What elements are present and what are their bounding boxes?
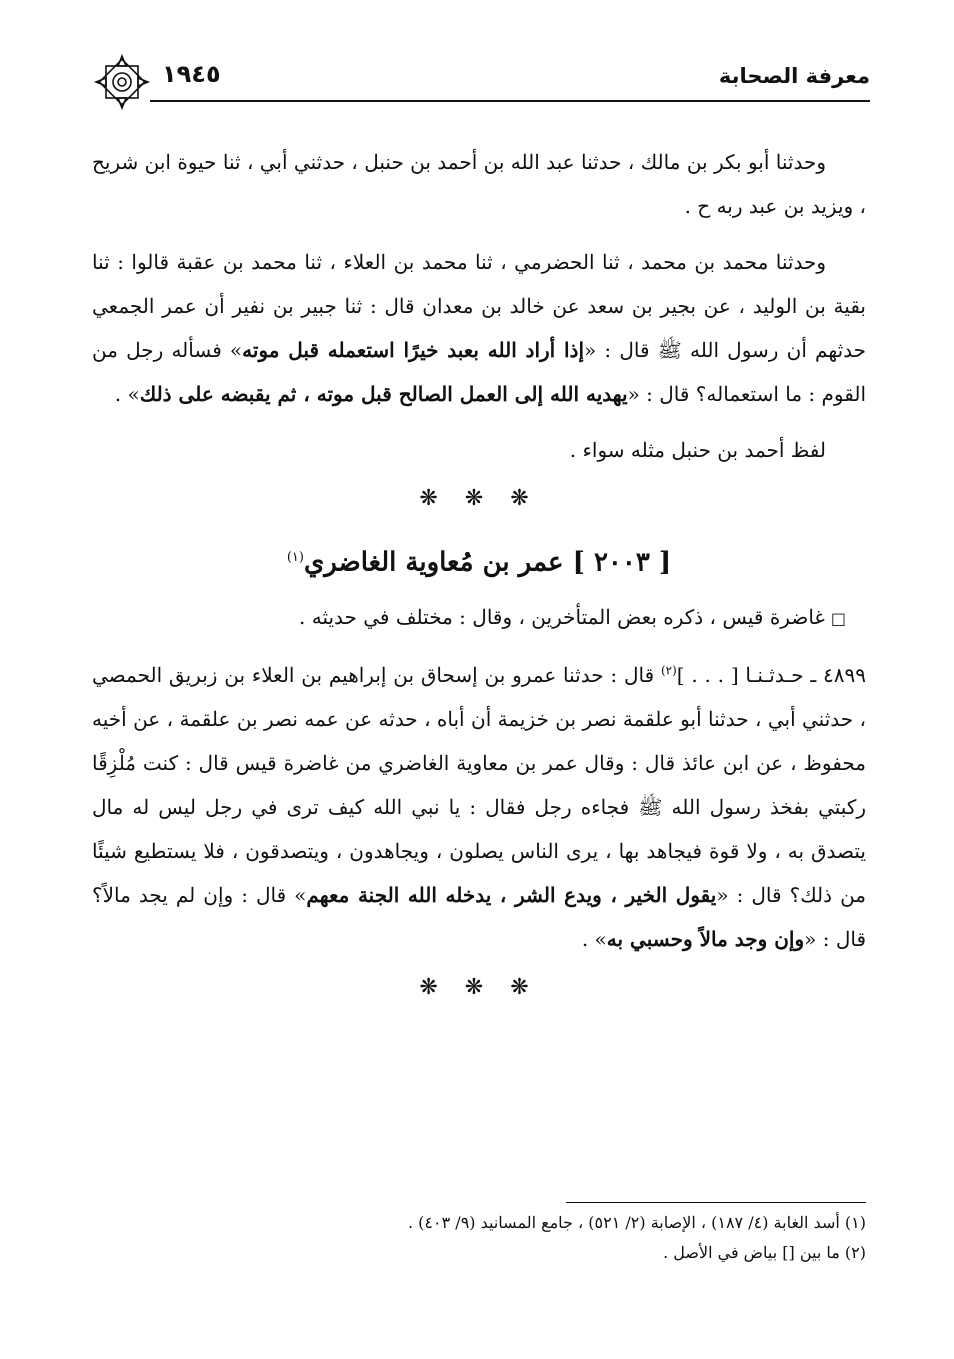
main-text	[92, 140, 866, 1021]
entry-description	[92, 595, 866, 641]
hadith-quote: يقول الخير ، ويدع الشر ، يدخله الله الجنة معهم	[306, 882, 717, 907]
hadith-quote: يهديه الله إلى العمل الصالح قبل موته ، ثم يقبضه على ذلك	[139, 382, 628, 406]
section-divider: ❋ ❋ ❋	[419, 486, 539, 511]
entry-title-text: [ ٢٠٠٣ ] عمر بن مُعاوية الغاضري	[303, 547, 672, 578]
hadith-number: ٤٨٩٩ ـ حـدثـنـا [ . . . ]	[676, 662, 866, 687]
text-span: قال : حدثنا عمرو بن إسحاق بن إبراهيم بن العلاء بن زبريق الحمصي ، حدثني أبي ، حدثنا أبو علقمة نصر بن خزيمة أن أباه ، حدثه عن عمه نصر بن علقمة ، عن أخيه محفوظ ، عن ابن عائذ قال : وقال عمر بن معاوية الغاضري من غاضرة قيس قال : كنت مُلْزِقًا ركبتي بفخذ رسول الله ﷺ فجاءه رجل فقال : يا نبي الله كيف ترى في رجل ليس له مال يتصدق به ، ولا قوة فيجاهد بها ، يرى الناس يصلون ، ويجاهدون ، ويتصدقون ، فلا يستطيع شيئًا من ذلك؟ قال : «	[92, 662, 867, 907]
page-header	[92, 58, 870, 102]
paragraph-2	[92, 240, 866, 416]
ornament-icon	[92, 52, 152, 112]
paragraph-3: لفظ أحمد بن حنبل مثله سواء .	[569, 438, 826, 462]
box-marker-icon: □	[830, 608, 846, 628]
text-span: » فسأله رجل من القوم : ما استعماله؟ قال : «	[92, 338, 866, 406]
running-title: معرفة الصحابة	[718, 64, 870, 88]
page-number: ١٩٤٥	[162, 60, 221, 88]
paragraph-4	[92, 653, 866, 961]
footnote-rule	[566, 1202, 866, 1203]
paragraph-1: وحدثنا أبو بكر بن مالك ، حدثنا عبد الله بن أحمد بن حنبل ، حدثني أبي ، ثنا حيوة ابن شريح ، ويزيد بن عبد ربه ح .	[92, 150, 866, 218]
text-span: وحدثنا محمد بن محمد ، ثنا الحضرمي ، ثنا محمد بن العلاء ، ثنا محمد بن عقبة قالوا : ثنا بقية بن الوليد ، عن بجير بن سعد عن خالد بن معدان قال : ثنا جبير بن نفير أن عمر الجمعي حدثهم أن رسول الله ﷺ قال : «	[92, 250, 867, 362]
footnote-ref: (٢)	[660, 663, 677, 677]
entry-title	[92, 532, 866, 589]
hadith-quote: وإن وجد مالاً وحسبي به	[606, 926, 805, 951]
hadith-quote: إذا أراد الله بعبد خيرًا استعمله قبل موته	[242, 338, 585, 362]
entry-description-text: غاضرة قيس ، ذكره بعض المتأخرين ، وقال : مختلف في حديثه .	[299, 604, 825, 629]
footnote-2: (٢) ما بين [] بياض في الأصل .	[663, 1243, 866, 1262]
footnote-1: (١) أسد الغابة (٤/ ١٨٧) ، الإصابة (٢/ ٥٢١) ، جامع المسانيد (٩/ ٤٠٣) .	[408, 1213, 866, 1232]
footnote-ref: (١)	[286, 550, 304, 565]
section-divider: ❋ ❋ ❋	[419, 974, 539, 1000]
text-span: » .	[114, 382, 140, 406]
header-rule	[150, 100, 870, 102]
text-span: » .	[581, 926, 607, 951]
footnotes	[92, 1208, 866, 1268]
text-span: » قال : وإن لم يجد مالاً؟ قال : «	[92, 882, 866, 951]
